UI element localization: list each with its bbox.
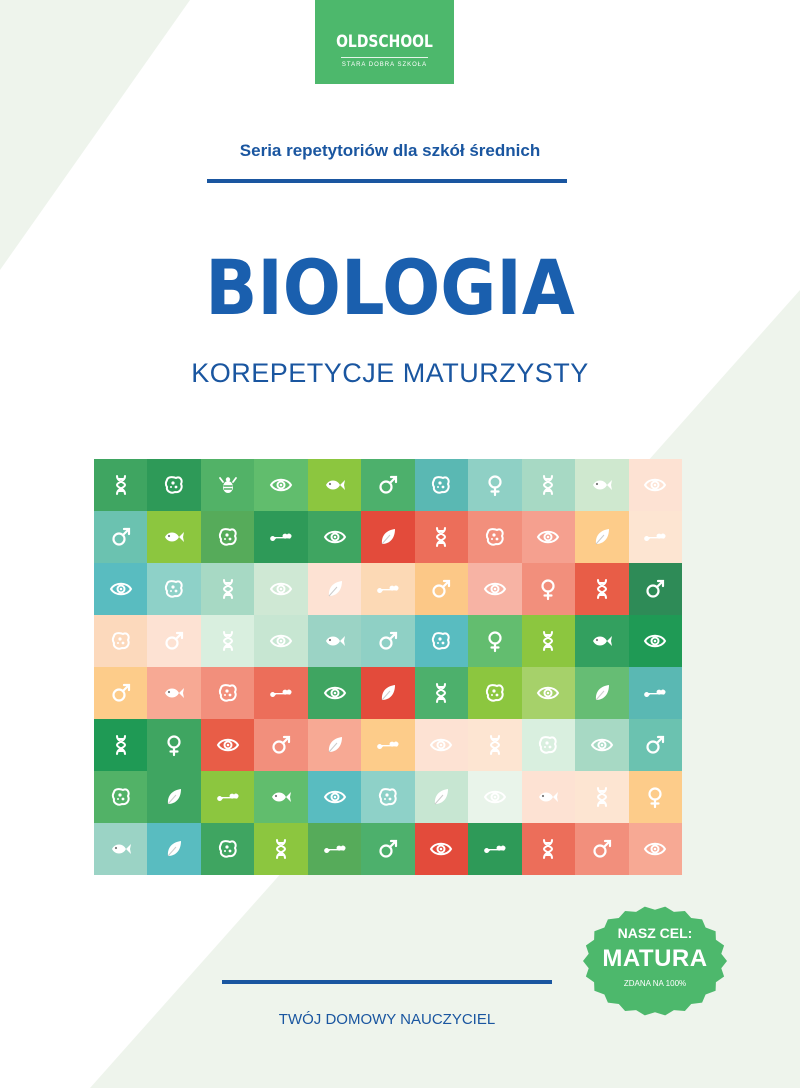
- male-icon: [643, 733, 667, 757]
- fish-icon: [162, 681, 186, 705]
- fish-icon: [323, 629, 347, 653]
- icon-tile: [415, 719, 468, 771]
- bone-icon: [376, 733, 400, 757]
- bone-icon: [376, 577, 400, 601]
- icon-tile: [147, 459, 200, 511]
- icon-tile: [201, 563, 254, 615]
- top-rule: [207, 179, 567, 183]
- female-icon: [483, 629, 507, 653]
- icon-tile: [308, 511, 361, 563]
- icon-tile: [575, 459, 628, 511]
- icon-tile: [629, 771, 682, 823]
- fish-icon: [590, 629, 614, 653]
- cell-icon: [429, 473, 453, 497]
- icon-tile: [522, 563, 575, 615]
- icon-tile: [147, 719, 200, 771]
- icon-tile: [94, 615, 147, 667]
- dna-icon: [590, 577, 614, 601]
- icon-tile: [254, 511, 307, 563]
- cell-icon: [216, 681, 240, 705]
- icon-tile: [361, 667, 414, 719]
- icon-tile: [575, 823, 628, 875]
- male-icon: [429, 577, 453, 601]
- icon-tile: [254, 459, 307, 511]
- icon-tile: [94, 563, 147, 615]
- fish-icon: [162, 525, 186, 549]
- icon-tile: [308, 823, 361, 875]
- icon-tile: [308, 719, 361, 771]
- icon-tile: [629, 511, 682, 563]
- icon-tile: [575, 771, 628, 823]
- dna-icon: [590, 785, 614, 809]
- leaf-icon: [323, 577, 347, 601]
- cell-icon: [216, 525, 240, 549]
- icon-tile: [575, 719, 628, 771]
- dna-icon: [536, 473, 560, 497]
- fish-icon: [269, 785, 293, 809]
- icon-tile: [201, 823, 254, 875]
- dna-icon: [536, 837, 560, 861]
- icon-tile: [468, 459, 521, 511]
- icon-tile: [147, 563, 200, 615]
- icon-tile: [147, 667, 200, 719]
- cell-icon: [109, 785, 133, 809]
- icon-tile: [361, 459, 414, 511]
- eye-icon: [216, 733, 240, 757]
- badge-line-3: ZDANA NA 100%: [623, 979, 687, 988]
- icon-tile: [415, 459, 468, 511]
- icon-tile: [629, 823, 682, 875]
- eye-icon: [109, 577, 133, 601]
- eye-icon: [269, 473, 293, 497]
- cell-icon: [483, 525, 507, 549]
- eye-icon: [643, 837, 667, 861]
- icon-tile: [147, 511, 200, 563]
- eye-icon: [483, 577, 507, 601]
- dna-icon: [429, 525, 453, 549]
- eye-icon: [590, 733, 614, 757]
- icon-tile: [201, 615, 254, 667]
- male-icon: [590, 837, 614, 861]
- eye-icon: [536, 525, 560, 549]
- icon-tile: [254, 823, 307, 875]
- publisher-logo: [315, 0, 454, 84]
- leaf-icon: [590, 681, 614, 705]
- icon-tile: [468, 563, 521, 615]
- eye-icon: [483, 785, 507, 809]
- biology-icon-grid: [94, 459, 682, 875]
- fish-icon: [590, 473, 614, 497]
- icon-tile: [629, 459, 682, 511]
- bone-icon: [216, 785, 240, 809]
- icon-tile: [522, 667, 575, 719]
- icon-tile: [415, 667, 468, 719]
- leaf-icon: [376, 681, 400, 705]
- bone-icon: [269, 681, 293, 705]
- logo-main-text: OLDSCHOOL: [336, 32, 433, 52]
- icon-tile: [201, 511, 254, 563]
- icon-tile: [94, 823, 147, 875]
- male-icon: [376, 629, 400, 653]
- eye-icon: [643, 629, 667, 653]
- icon-tile: [629, 719, 682, 771]
- icon-tile: [201, 459, 254, 511]
- icon-tile: [415, 771, 468, 823]
- cell-icon: [376, 785, 400, 809]
- icon-tile: [308, 563, 361, 615]
- dna-icon: [536, 629, 560, 653]
- icon-tile: [629, 563, 682, 615]
- icon-tile: [415, 563, 468, 615]
- dna-icon: [216, 629, 240, 653]
- icon-tile: [415, 615, 468, 667]
- icon-tile: [201, 667, 254, 719]
- icon-tile: [94, 459, 147, 511]
- leaf-icon: [323, 733, 347, 757]
- icon-tile: [522, 823, 575, 875]
- icon-tile: [308, 615, 361, 667]
- bottom-rule: [222, 980, 552, 984]
- male-icon: [162, 629, 186, 653]
- icon-tile: [415, 511, 468, 563]
- male-icon: [109, 681, 133, 705]
- icon-tile: [629, 667, 682, 719]
- icon-tile: [254, 667, 307, 719]
- dna-icon: [109, 733, 133, 757]
- eye-icon: [429, 837, 453, 861]
- female-icon: [162, 733, 186, 757]
- icon-tile: [94, 667, 147, 719]
- eye-icon: [429, 733, 453, 757]
- icon-tile: [201, 771, 254, 823]
- icon-tile: [522, 771, 575, 823]
- eye-icon: [323, 525, 347, 549]
- icon-tile: [361, 615, 414, 667]
- leaf-icon: [590, 525, 614, 549]
- female-icon: [536, 577, 560, 601]
- series-heading: Seria repetytoriów dla szkół średnich: [239, 141, 541, 160]
- icon-tile: [468, 667, 521, 719]
- icon-tile: [522, 719, 575, 771]
- female-icon: [643, 785, 667, 809]
- logo-sub-text: STARA DOBRA SZKOŁA: [341, 62, 428, 68]
- dna-icon: [429, 681, 453, 705]
- eye-icon: [269, 629, 293, 653]
- icon-tile: [147, 771, 200, 823]
- bone-icon: [643, 681, 667, 705]
- book-subtitle: KOREPETYCJE MATURZYSTY: [191, 358, 589, 388]
- female-icon: [483, 473, 507, 497]
- bone-icon: [643, 525, 667, 549]
- icon-tile: [308, 771, 361, 823]
- icon-tile: [94, 719, 147, 771]
- leaf-icon: [162, 837, 186, 861]
- eye-icon: [536, 681, 560, 705]
- fish-icon: [323, 473, 347, 497]
- eye-icon: [323, 785, 347, 809]
- fish-icon: [536, 785, 560, 809]
- icon-tile: [308, 667, 361, 719]
- cell-icon: [429, 629, 453, 653]
- cell-icon: [536, 733, 560, 757]
- icon-tile: [308, 459, 361, 511]
- leaf-icon: [162, 785, 186, 809]
- goal-badge: [580, 903, 730, 1019]
- male-icon: [643, 577, 667, 601]
- bone-icon: [483, 837, 507, 861]
- icon-tile: [468, 511, 521, 563]
- icon-tile: [575, 667, 628, 719]
- icon-tile: [147, 615, 200, 667]
- male-icon: [376, 837, 400, 861]
- icon-tile: [254, 771, 307, 823]
- dna-icon: [269, 837, 293, 861]
- icon-tile: [361, 823, 414, 875]
- icon-tile: [94, 511, 147, 563]
- bone-icon: [269, 525, 293, 549]
- icon-tile: [361, 771, 414, 823]
- badge-line-2: MATURA: [602, 945, 708, 972]
- cell-icon: [162, 473, 186, 497]
- dna-icon: [483, 733, 507, 757]
- bee-icon: [216, 473, 240, 497]
- dna-icon: [216, 577, 240, 601]
- male-icon: [269, 733, 293, 757]
- cell-icon: [109, 629, 133, 653]
- icon-tile: [254, 719, 307, 771]
- dna-icon: [109, 473, 133, 497]
- fish-icon: [109, 837, 133, 861]
- icon-tile: [415, 823, 468, 875]
- icon-tile: [575, 511, 628, 563]
- icon-tile: [254, 563, 307, 615]
- leaf-icon: [429, 785, 453, 809]
- icon-tile: [522, 511, 575, 563]
- male-icon: [376, 473, 400, 497]
- eye-icon: [269, 577, 293, 601]
- icon-tile: [468, 615, 521, 667]
- icon-tile: [361, 719, 414, 771]
- icon-tile: [254, 615, 307, 667]
- icon-tile: [361, 511, 414, 563]
- icon-tile: [94, 771, 147, 823]
- icon-tile: [522, 615, 575, 667]
- male-icon: [109, 525, 133, 549]
- eye-icon: [643, 473, 667, 497]
- icon-tile: [522, 459, 575, 511]
- logo-divider: [341, 57, 428, 58]
- cell-icon: [162, 577, 186, 601]
- eye-icon: [323, 681, 347, 705]
- icon-tile: [147, 823, 200, 875]
- icon-tile: [468, 719, 521, 771]
- badge-line-1: NASZ CEL:: [617, 925, 693, 941]
- icon-tile: [201, 719, 254, 771]
- icon-tile: [468, 771, 521, 823]
- icon-tile: [361, 563, 414, 615]
- book-title: BIOLOGIA: [205, 243, 575, 332]
- icon-tile: [575, 615, 628, 667]
- tagline: TWÓJ DOMOWY NAUCZYCIEL: [278, 1011, 496, 1028]
- cell-icon: [483, 681, 507, 705]
- leaf-icon: [376, 525, 400, 549]
- cell-icon: [216, 837, 240, 861]
- bone-icon: [323, 837, 347, 861]
- icon-tile: [629, 615, 682, 667]
- icon-tile: [575, 563, 628, 615]
- icon-tile: [468, 823, 521, 875]
